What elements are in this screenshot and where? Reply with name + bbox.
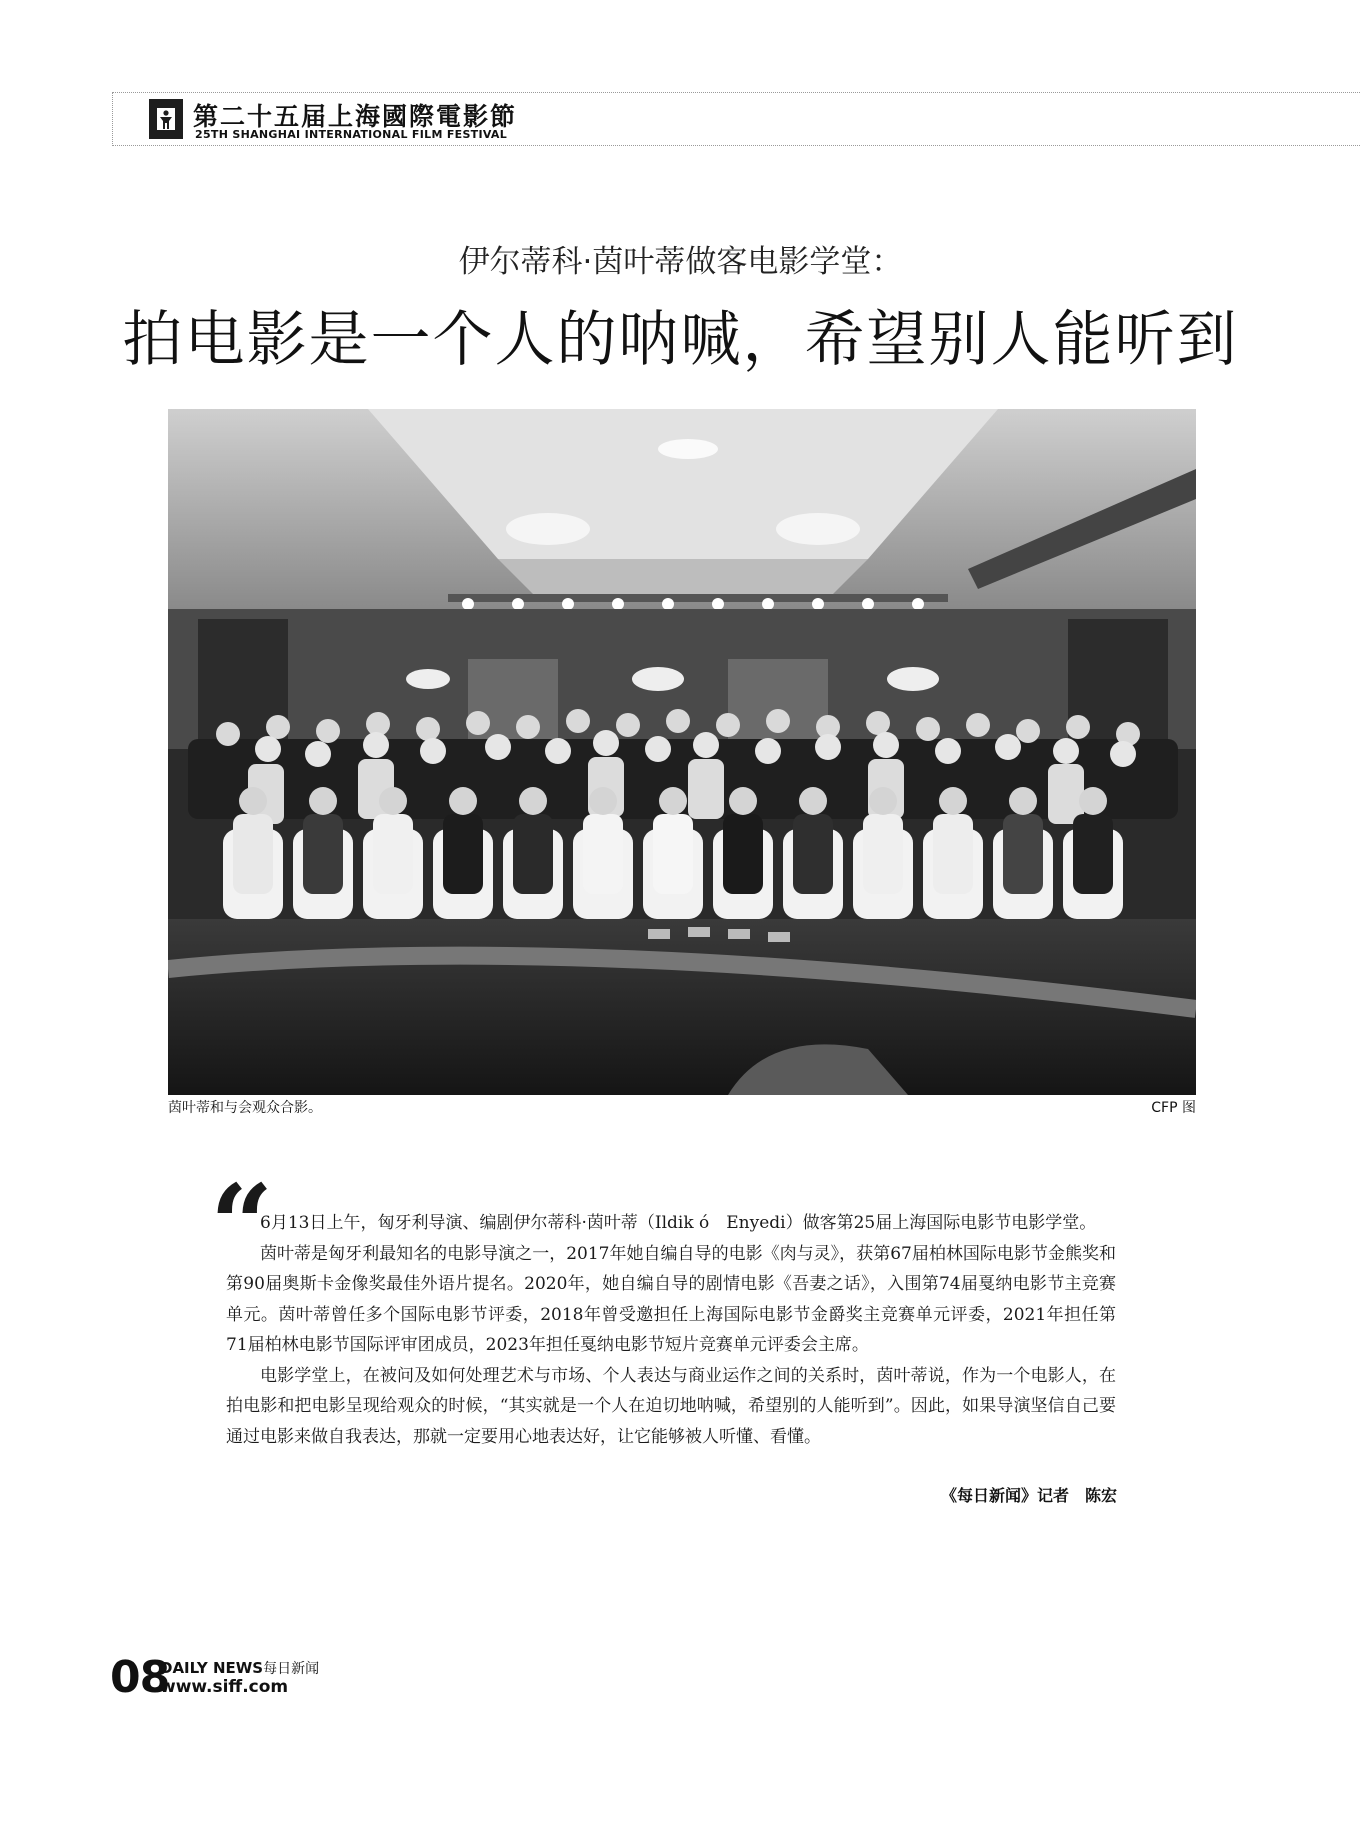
opening-quote-icon: “ [210, 1160, 274, 1289]
article-body [226, 1208, 1116, 1452]
paragraph: 电影学堂上，在被问及如何处理艺术与市场、个人表达与商业运作之间的关系时，茵叶蒂说，作为一个电影人，在拍电影和把电影呈现给观众的时候，“其实就是一个人在迫切地呐喊，希望别的人能听到”。因此，如果导演坚信自己要通过电影来做自我表达，那就一定要用心地表达好，让它能够被人听懂、看懂。 [226, 1365, 1116, 1447]
group-photo [168, 409, 1196, 1095]
page-number: 08 [110, 1652, 170, 1703]
siff-logo-icon [149, 99, 183, 139]
publication-name-en: DAILY NEWS [160, 1659, 264, 1677]
masthead [112, 92, 1361, 146]
photo-credit: CFP 图 [1151, 1100, 1196, 1116]
byline: 《每日新闻》记者 陈宏 [940, 1486, 1117, 1505]
publication-name-cn: 每日新闻 [263, 1661, 320, 1677]
paragraph: 6月13日上午，匈牙利导演、编剧伊尔蒂科·茵叶蒂（Ildik ó Enyedi）做客第25届上海国际电影节电影学堂。 [260, 1213, 1097, 1233]
article-title: 拍电影是一个人的呐喊，希望别人能听到 [122, 305, 1239, 375]
festival-title-cn: 第二十五届上海國際電影節 [193, 102, 518, 131]
publication-name [160, 1658, 319, 1678]
paragraph: 茵叶蒂是匈牙利最知名的电影导演之一，2017年她自编自导的电影《肉与灵》，获第67届柏林国际电影节金熊奖和第90届奥斯卡金像奖最佳外语片提名。2020年，她自编自导的剧情电影《吾妻之话》，入围第74届戛纳电影节主竞赛单元。茵叶蒂曾任多个国际电影节评委，2018年曾受邀担任上海国际电影节金爵奖主竞赛单元评委，2021年担任第71届柏林电影节国际评审团成员，2023年担任戛纳电影节短片竞赛单元评委会主席。 [226, 1243, 1116, 1355]
photo-caption: 茵叶蒂和与会观众合影。 [168, 1100, 322, 1116]
website-url: www.siff.com [160, 1677, 289, 1697]
article-subtitle: 伊尔蒂科·茵叶蒂做客电影学堂： [458, 244, 903, 280]
festival-title-en: 25TH SHANGHAI INTERNATIONAL FILM FESTIVAL [195, 128, 508, 141]
